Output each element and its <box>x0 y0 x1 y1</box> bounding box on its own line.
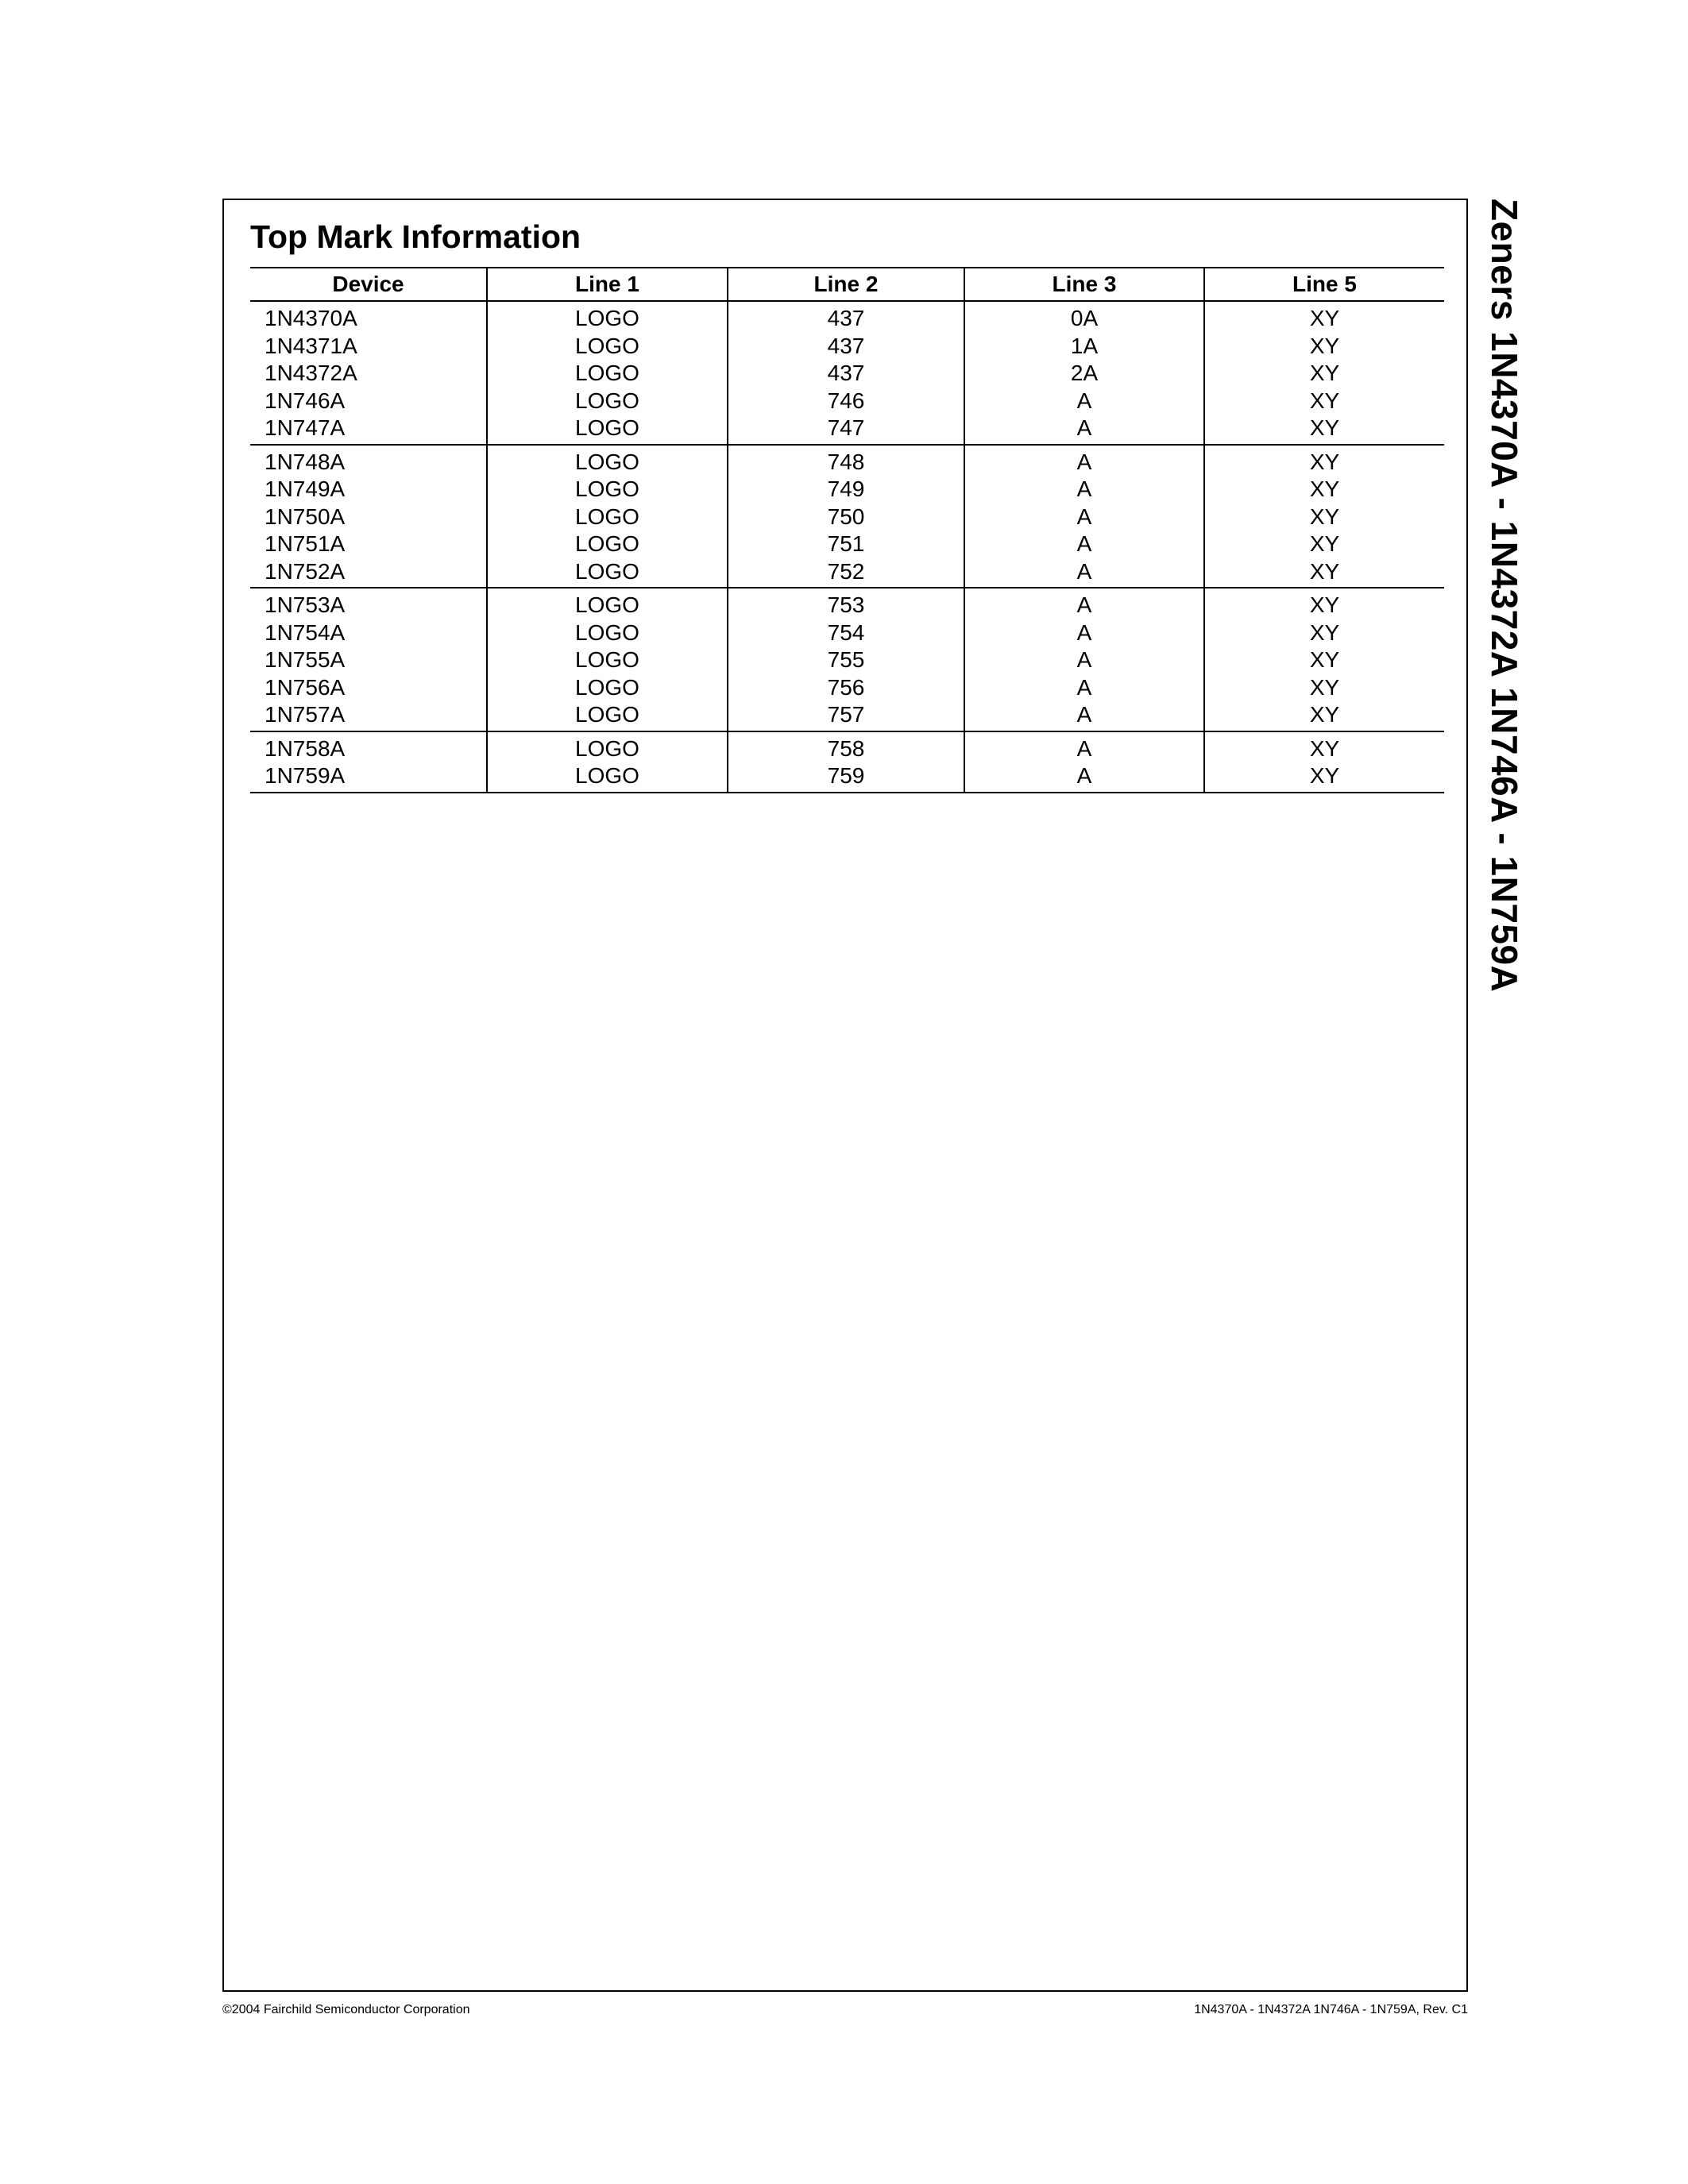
line-3-cell: A <box>964 558 1204 588</box>
table-row <box>250 476 1444 504</box>
device-cell: 1N750A <box>265 504 346 529</box>
device-cell: 1N747A <box>250 415 487 445</box>
line-1-cell: LOGO <box>487 731 728 763</box>
line-3-cell: A <box>964 701 1204 731</box>
line-5-cell: XY <box>1204 558 1444 588</box>
line-5-cell: XY <box>1204 588 1444 619</box>
line-5-cell: XY <box>1204 388 1444 415</box>
table-row <box>250 558 1444 588</box>
line-3-cell: 2A <box>964 360 1204 388</box>
device-cell: 1N748A <box>265 449 346 474</box>
table-row <box>250 674 1444 702</box>
device-cell: 1N753A <box>265 592 346 618</box>
line-1-cell: LOGO <box>487 301 728 333</box>
line-1-cell: LOGO <box>487 360 728 388</box>
side-title <box>1479 199 1530 1032</box>
line-5-cell: XY <box>1204 360 1444 388</box>
line-2-cell: 751 <box>728 531 964 558</box>
table-row <box>250 531 1444 558</box>
header-line-3: Line 3 <box>964 268 1204 301</box>
line-2-cell: 752 <box>728 558 964 588</box>
line-2-cell: 757 <box>728 701 964 731</box>
line-2-cell: 754 <box>728 619 964 647</box>
device-cell: 1N4371A <box>265 333 357 358</box>
table-row <box>250 445 1444 477</box>
line-2-cell: 759 <box>728 762 964 793</box>
line-1-cell: LOGO <box>487 558 728 588</box>
line-2-cell: 753 <box>728 588 964 619</box>
line-2-cell: 437 <box>728 360 964 388</box>
device-cell: 1N4370A <box>265 306 357 331</box>
line-3-cell: A <box>964 504 1204 531</box>
device-cell: 1N752A <box>250 558 487 588</box>
page-frame <box>222 199 1468 1992</box>
device-cell: 1N758A <box>265 735 346 761</box>
device-cell: 1N754A <box>265 619 346 645</box>
line-5-cell: XY <box>1204 415 1444 445</box>
top-mark-table <box>250 267 1444 793</box>
line-5-cell: XY <box>1204 762 1444 793</box>
header-line-1: Line 1 <box>487 268 728 301</box>
line-3-cell: A <box>964 476 1204 504</box>
line-5-cell: XY <box>1204 731 1444 763</box>
line-2-cell: 749 <box>728 476 964 504</box>
line-3-cell: A <box>964 445 1204 477</box>
table-row <box>250 388 1444 415</box>
table-row <box>250 619 1444 647</box>
header-line-2: Line 2 <box>728 268 964 301</box>
line-3-cell: A <box>964 674 1204 702</box>
line-5-cell: XY <box>1204 476 1444 504</box>
section-title: Top Mark Information <box>250 218 581 255</box>
table-header-row <box>250 268 1444 301</box>
line-1-cell: LOGO <box>487 588 728 619</box>
line-5-cell: XY <box>1204 674 1444 702</box>
device-cell: 1N757A <box>250 701 487 731</box>
line-3-cell: A <box>964 762 1204 793</box>
line-1-cell: LOGO <box>487 388 728 415</box>
table-row <box>250 415 1444 445</box>
line-1-cell: LOGO <box>487 504 728 531</box>
line-2-cell: 746 <box>728 388 964 415</box>
footer-copyright: ©2004 Fairchild Semiconductor Corporation <box>222 2003 470 2016</box>
line-2-cell: 755 <box>728 646 964 674</box>
line-2-cell: 437 <box>728 333 964 361</box>
line-5-cell: XY <box>1204 531 1444 558</box>
line-1-cell: LOGO <box>487 674 728 702</box>
line-3-cell: A <box>964 588 1204 619</box>
device-cell: 1N4372A <box>265 361 357 386</box>
line-1-cell: LOGO <box>487 415 728 445</box>
line-1-cell: LOGO <box>487 445 728 477</box>
line-3-cell: A <box>964 731 1204 763</box>
device-cell: 1N746A <box>265 388 346 413</box>
line-5-cell: XY <box>1204 301 1444 333</box>
table-row <box>250 360 1444 388</box>
line-1-cell: LOGO <box>487 333 728 361</box>
table-row <box>250 731 1444 763</box>
line-2-cell: 747 <box>728 415 964 445</box>
table-row <box>250 504 1444 531</box>
line-3-cell: A <box>964 646 1204 674</box>
header-device: Device <box>250 268 487 301</box>
table-row <box>250 762 1444 793</box>
device-cell: 1N759A <box>250 762 487 793</box>
line-3-cell: A <box>964 531 1204 558</box>
line-3-cell: 0A <box>964 301 1204 333</box>
line-2-cell: 758 <box>728 731 964 763</box>
line-1-cell: LOGO <box>487 762 728 793</box>
line-1-cell: LOGO <box>487 701 728 731</box>
line-5-cell: XY <box>1204 445 1444 477</box>
table-row <box>250 701 1444 731</box>
line-2-cell: 748 <box>728 445 964 477</box>
line-2-cell: 756 <box>728 674 964 702</box>
line-5-cell: XY <box>1204 701 1444 731</box>
table-row <box>250 588 1444 619</box>
line-3-cell: A <box>964 388 1204 415</box>
line-5-cell: XY <box>1204 619 1444 647</box>
device-cell: 1N751A <box>265 531 346 557</box>
table-row <box>250 646 1444 674</box>
line-3-cell: A <box>964 619 1204 647</box>
device-cell: 1N756A <box>265 674 346 700</box>
device-cell: 1N755A <box>265 647 346 673</box>
table-row <box>250 301 1444 333</box>
line-1-cell: LOGO <box>487 646 728 674</box>
table-row <box>250 333 1444 361</box>
line-1-cell: LOGO <box>487 531 728 558</box>
side-title-text: Zeners 1N4370A - 1N4372A 1N746A - 1N759A <box>1484 199 1525 993</box>
line-2-cell: 437 <box>728 301 964 333</box>
line-1-cell: LOGO <box>487 476 728 504</box>
device-cell: 1N749A <box>265 477 346 502</box>
line-5-cell: XY <box>1204 646 1444 674</box>
line-3-cell: 1A <box>964 333 1204 361</box>
header-line-5: Line 5 <box>1204 268 1444 301</box>
line-5-cell: XY <box>1204 504 1444 531</box>
line-5-cell: XY <box>1204 333 1444 361</box>
line-2-cell: 750 <box>728 504 964 531</box>
footer-doc-id: 1N4370A - 1N4372A 1N746A - 1N759A, Rev. C1 <box>1194 2003 1468 2016</box>
line-1-cell: LOGO <box>487 619 728 647</box>
content-area <box>250 214 1444 793</box>
line-3-cell: A <box>964 415 1204 445</box>
